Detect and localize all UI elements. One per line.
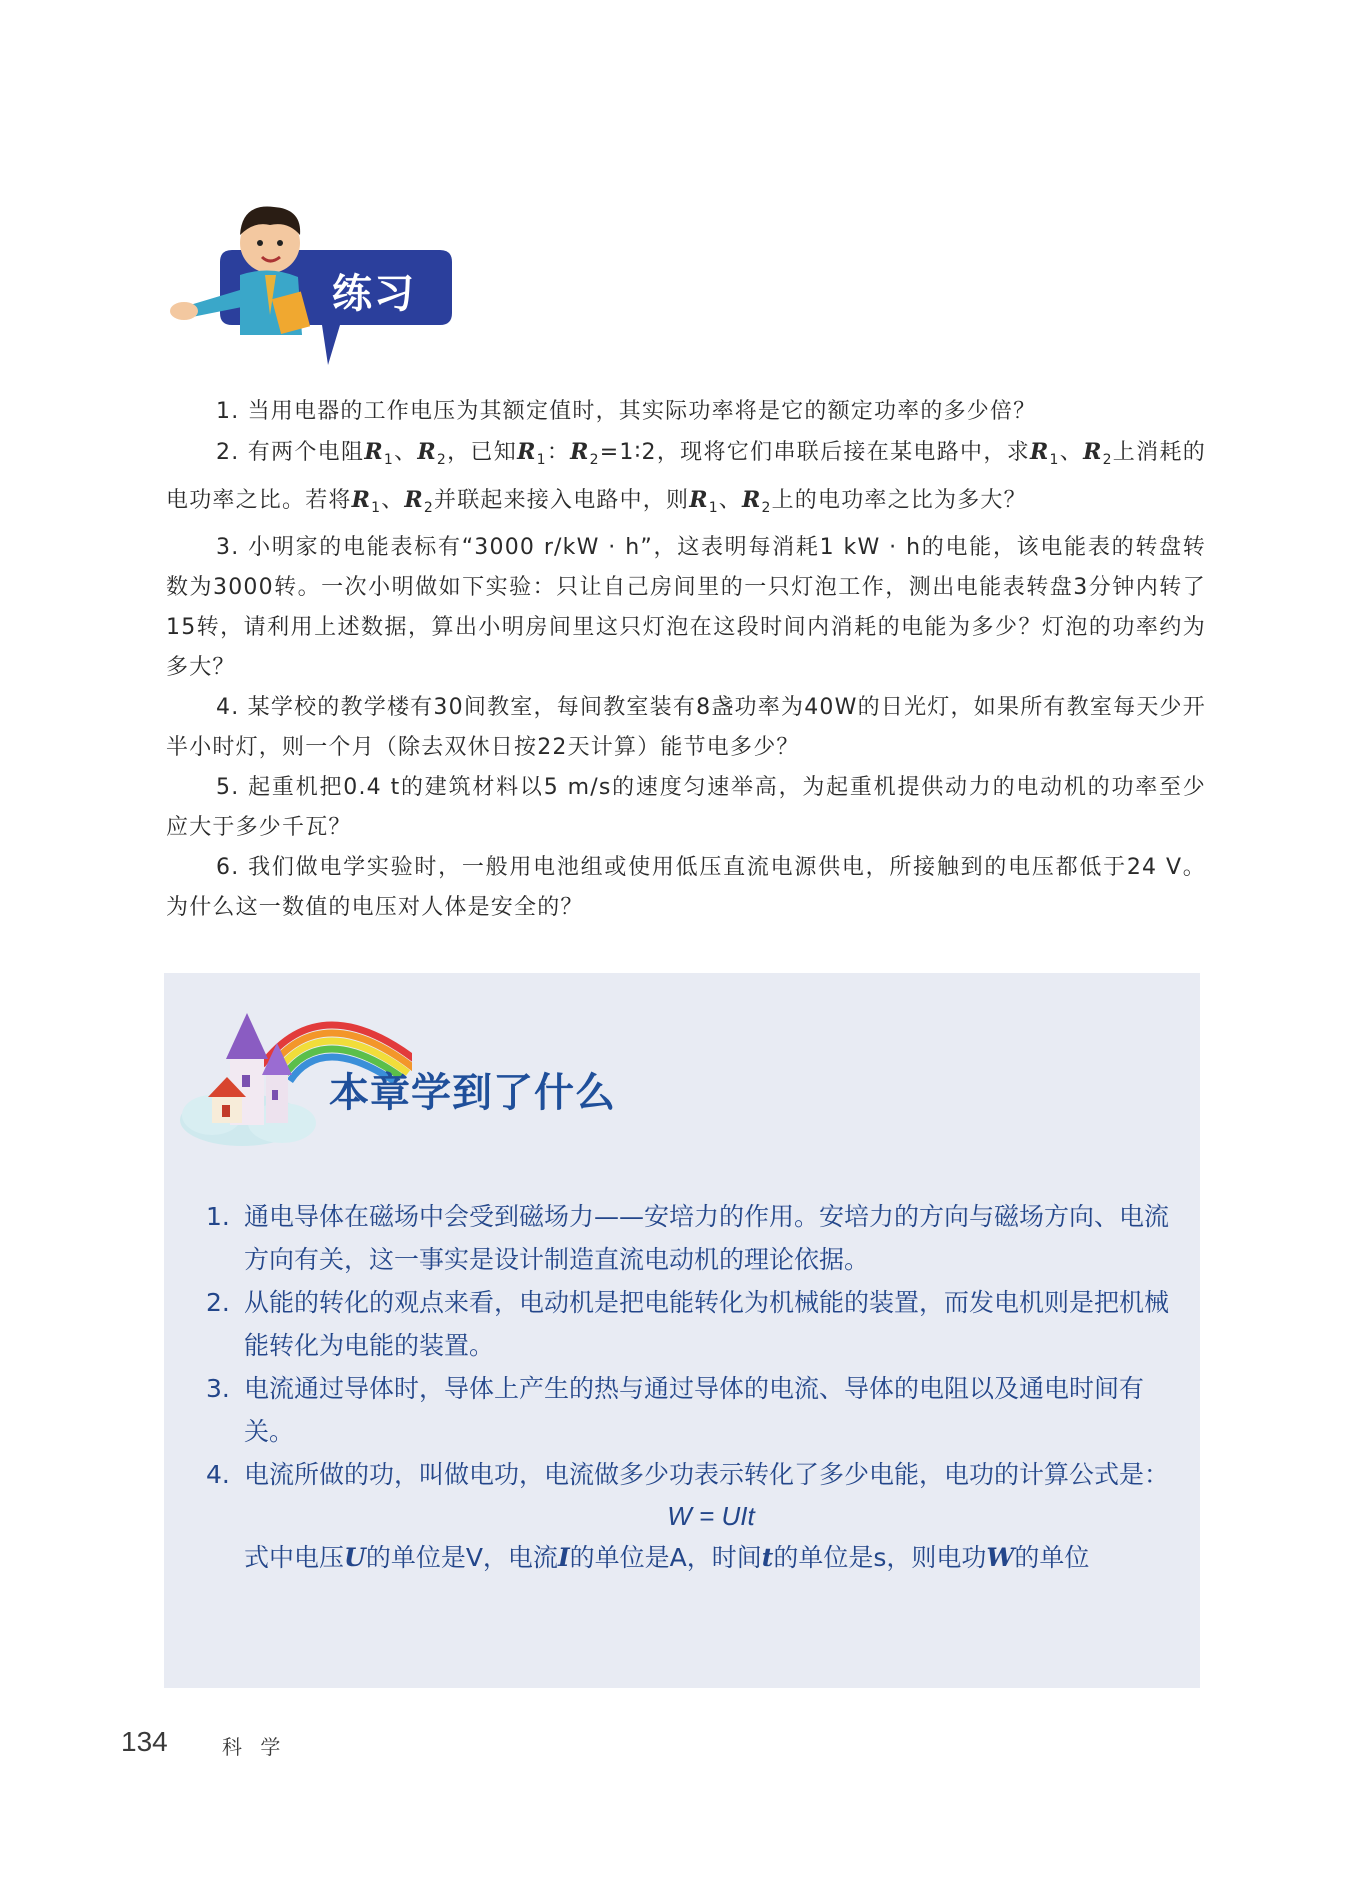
summary-title: 本章学到了什么: [329, 1070, 616, 1116]
exercise-5: 5. 起重机把0.4 t的建筑材料以5 m/s的速度匀速举高，为起重机提供动力的电动机的功率至少应大于多少千瓦？: [166, 775, 1206, 840]
exercise-1: 1. 当用电器的工作电压为其额定值时，其实际功率将是它的额定功率的多少倍？: [216, 399, 1037, 424]
exercise-3: 3. 小明家的电能表标有“3000 r/kW · h”，这表明每消耗1 kW · h的电能，该电能表的转盘转数为3000转。一次小明做如下实验：只让自己房间里的一只灯泡工作，测出电能表转盘3分钟内转了15转，请利用上述数据，算出小明房间里这只灯泡在这段时间内消耗的电能为多少？灯泡的功率约为多大？: [166, 535, 1206, 680]
exercise-list: [166, 392, 1206, 928]
summary-list: [206, 1195, 1176, 1579]
practice-title: 练习: [332, 271, 416, 317]
work-formula: W = UIt: [667, 1501, 755, 1531]
exercise-6: 6. 我们做电学实验时，一般用电池组或使用低压直流电源供电，所接触到的电压都低于24 V。为什么这一数值的电压对人体是安全的？: [166, 855, 1206, 920]
chapter-summary-panel: [164, 973, 1200, 1688]
formula-note: 式中电压U的单位是V，电流I的单位是A，时间t的单位是s，则电功W的单位: [244, 1543, 1090, 1572]
exercise-2: 2. 有两个电阻$R_1$、$R_2$，已知$R_1$：$R_2=1∶2$，现将它们串联后接在某电路中，求$R_1$、$R_2$上消耗的电功率之比。若将$R_1$、$R_2$并联起来接入电路中，则$R_1$、$R_2$上的电功率之比为多大？: [166, 439, 1206, 516]
subject-label: 科 学: [222, 1735, 287, 1759]
summary-item: 1. 通电导体在磁场中会受到磁场力——安培力的作用。安培力的方向与磁场方向、电流方向有关，这一事实是设计制造直流电动机的理论依据。: [206, 1202, 1170, 1274]
page-number: 134: [121, 1726, 168, 1757]
exercise-4: 4. 某学校的教学楼有30间教室，每间教室装有8盏功率为40W的日光灯，如果所有教室每天少开半小时灯，则一个月（除去双休日按22天计算）能节电多少？: [166, 695, 1206, 760]
summary-item: 2. 从能的转化的观点来看，电动机是把电能转化为机械能的装置，而发电机则是把机械能转化为电能的装置。: [206, 1288, 1170, 1360]
summary-item: 4. 电流所做的功，叫做电功，电流做多少功表示转化了多少电能，电功的计算公式是：: [206, 1460, 1170, 1489]
summary-item: 3. 电流通过导体时，导体上产生的热与通过导体的电流、导体的电阻以及通电时间有关。: [206, 1374, 1145, 1446]
